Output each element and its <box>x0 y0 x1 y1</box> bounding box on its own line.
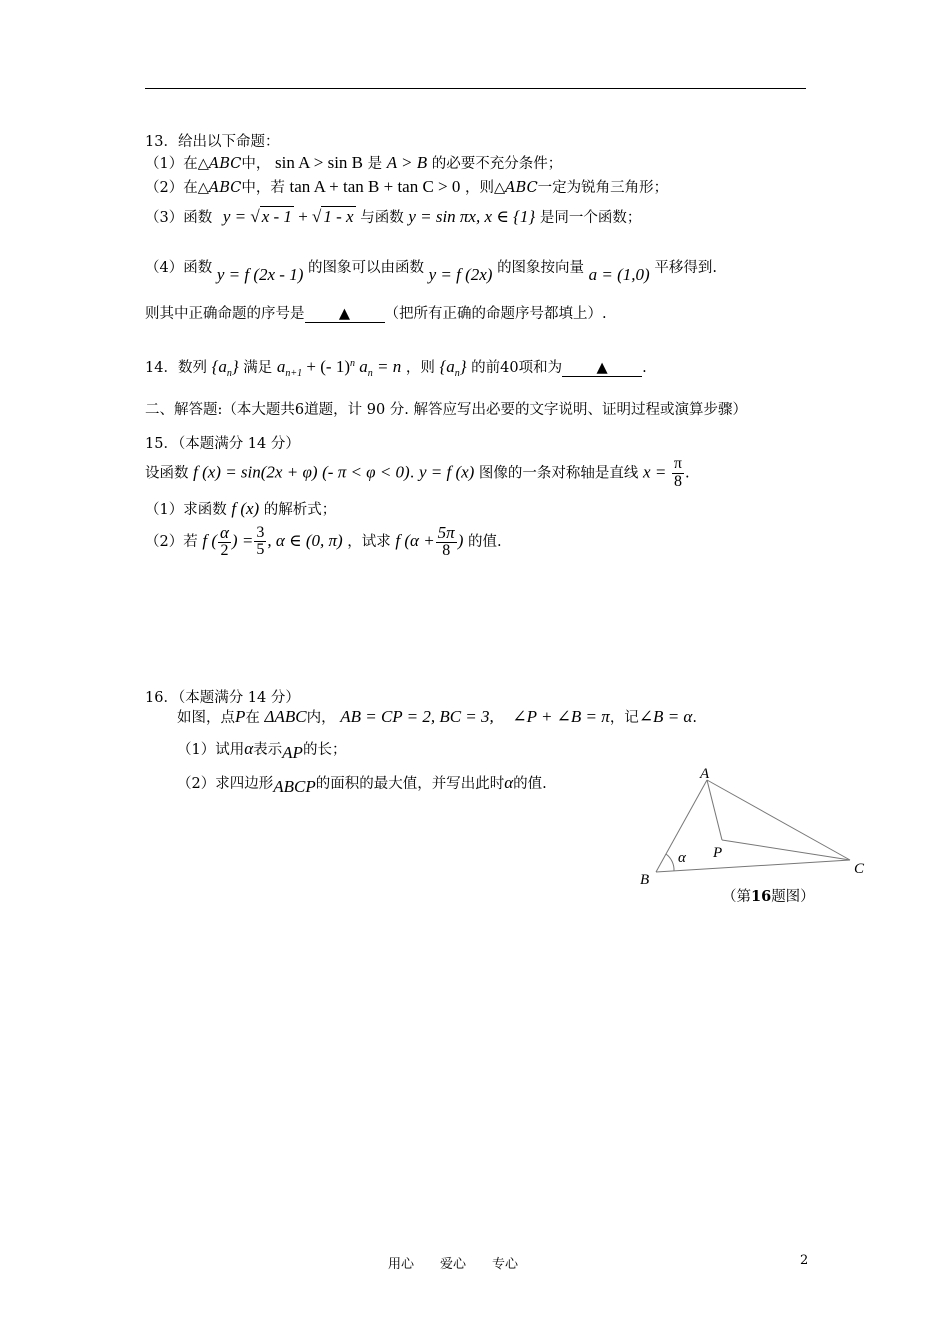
q15-stem: 设函数 f (x) = sin(2x + φ) (- π < φ < 0). y = f (x) 图像的一条对称轴是直线 x = $\frac{\pi}{8}$ . <box>145 455 690 490</box>
answer-blank-14: ▲ <box>562 361 642 377</box>
label-B: B <box>640 872 650 888</box>
edge-PC <box>722 840 850 860</box>
q16-sub1: （1）试用α表示AP的长； <box>177 739 347 762</box>
q16-sub2: （2）求四边形ABCP的面积的最大值，并写出此时α的值. <box>177 773 547 796</box>
q13-p3: （3）函数 y = √ x - 1 + √ 1 - x 与函数 y = sin πx, x ∈ {1} 是同一个函数； <box>145 207 642 226</box>
q15-title: 15．（本题满分 14 分） <box>145 436 300 452</box>
q13-p2: （2）在△ABC中，若 tan A + tan B + tan C > 0 ，则△ABC一定为锐角三角形； <box>145 177 669 196</box>
q13-p2-math: tan A + tan B + tan C > 0 <box>289 177 461 196</box>
label-alpha: α <box>678 850 686 866</box>
q13-p3-func2: y = sin πx, x ∈ {1} <box>408 207 536 226</box>
q13-ask: 则其中正确命题的序号是 ▲ （把所有正确的命题序号都填上）. <box>145 306 607 322</box>
label-A: A <box>700 766 710 782</box>
q15-sub2: （2）若 f ( $\frac{\alpha}{2}$ ) = $\frac{3}{5}$ , α ∈ (0, π) ，试求 f (α + $\frac{5\pi}{8}$ ) 的值. <box>145 523 502 559</box>
answer-blank-13: ▲ <box>305 307 385 323</box>
edge-AC <box>707 780 850 860</box>
section-2-heading: 二、解答题:（本大题共6道题，计 90 分. 解答应写出必要的文字说明、证明过程或演算步骤） <box>145 402 747 418</box>
q13-p1: （1）在△ABC中， sin A > sin B 是 A > B 的必要不充分条件； <box>145 153 563 172</box>
q13-p4: （4）函数 y = f (2x - 1) 的图象可以由函数 y = f (2x) 的图象按向量 a = (1,0) 平移得到. <box>145 260 717 284</box>
q14: 14．数列 $\{a_n\}$ 满足 $a_{n+1}$ + (- 1)$^n$ $a_n = n$ ，则 $\{a_n\}$ 的前40项和为 ▲ . <box>145 357 647 379</box>
q13-p1-math: sin A > sin B <box>275 153 364 172</box>
footer-text: 用心 爱心 专心 <box>388 1257 519 1272</box>
header-rule <box>145 88 806 89</box>
q13-intro: 13．给出以下命题： <box>145 134 280 150</box>
label-P: P <box>713 845 723 861</box>
q16-stem: 如图，点P在 ΔABC内， AB = CP = 2, BC = 3, ∠P + ∠B = π，记∠B = α. <box>177 707 697 726</box>
q15-sub1: （1）求函数 f (x) 的解析式； <box>145 499 337 518</box>
q16-figure-caption: （第16题图） <box>722 888 815 905</box>
page-number: 2 <box>800 1253 809 1268</box>
edge-AP <box>707 780 722 840</box>
label-C: C <box>854 861 865 877</box>
q15-pi-over-8: $\frac{\pi}{8}$ <box>673 455 682 490</box>
angle-alpha-arc <box>666 854 674 871</box>
q16-title: 16．（本题满分 14 分） <box>145 690 300 706</box>
